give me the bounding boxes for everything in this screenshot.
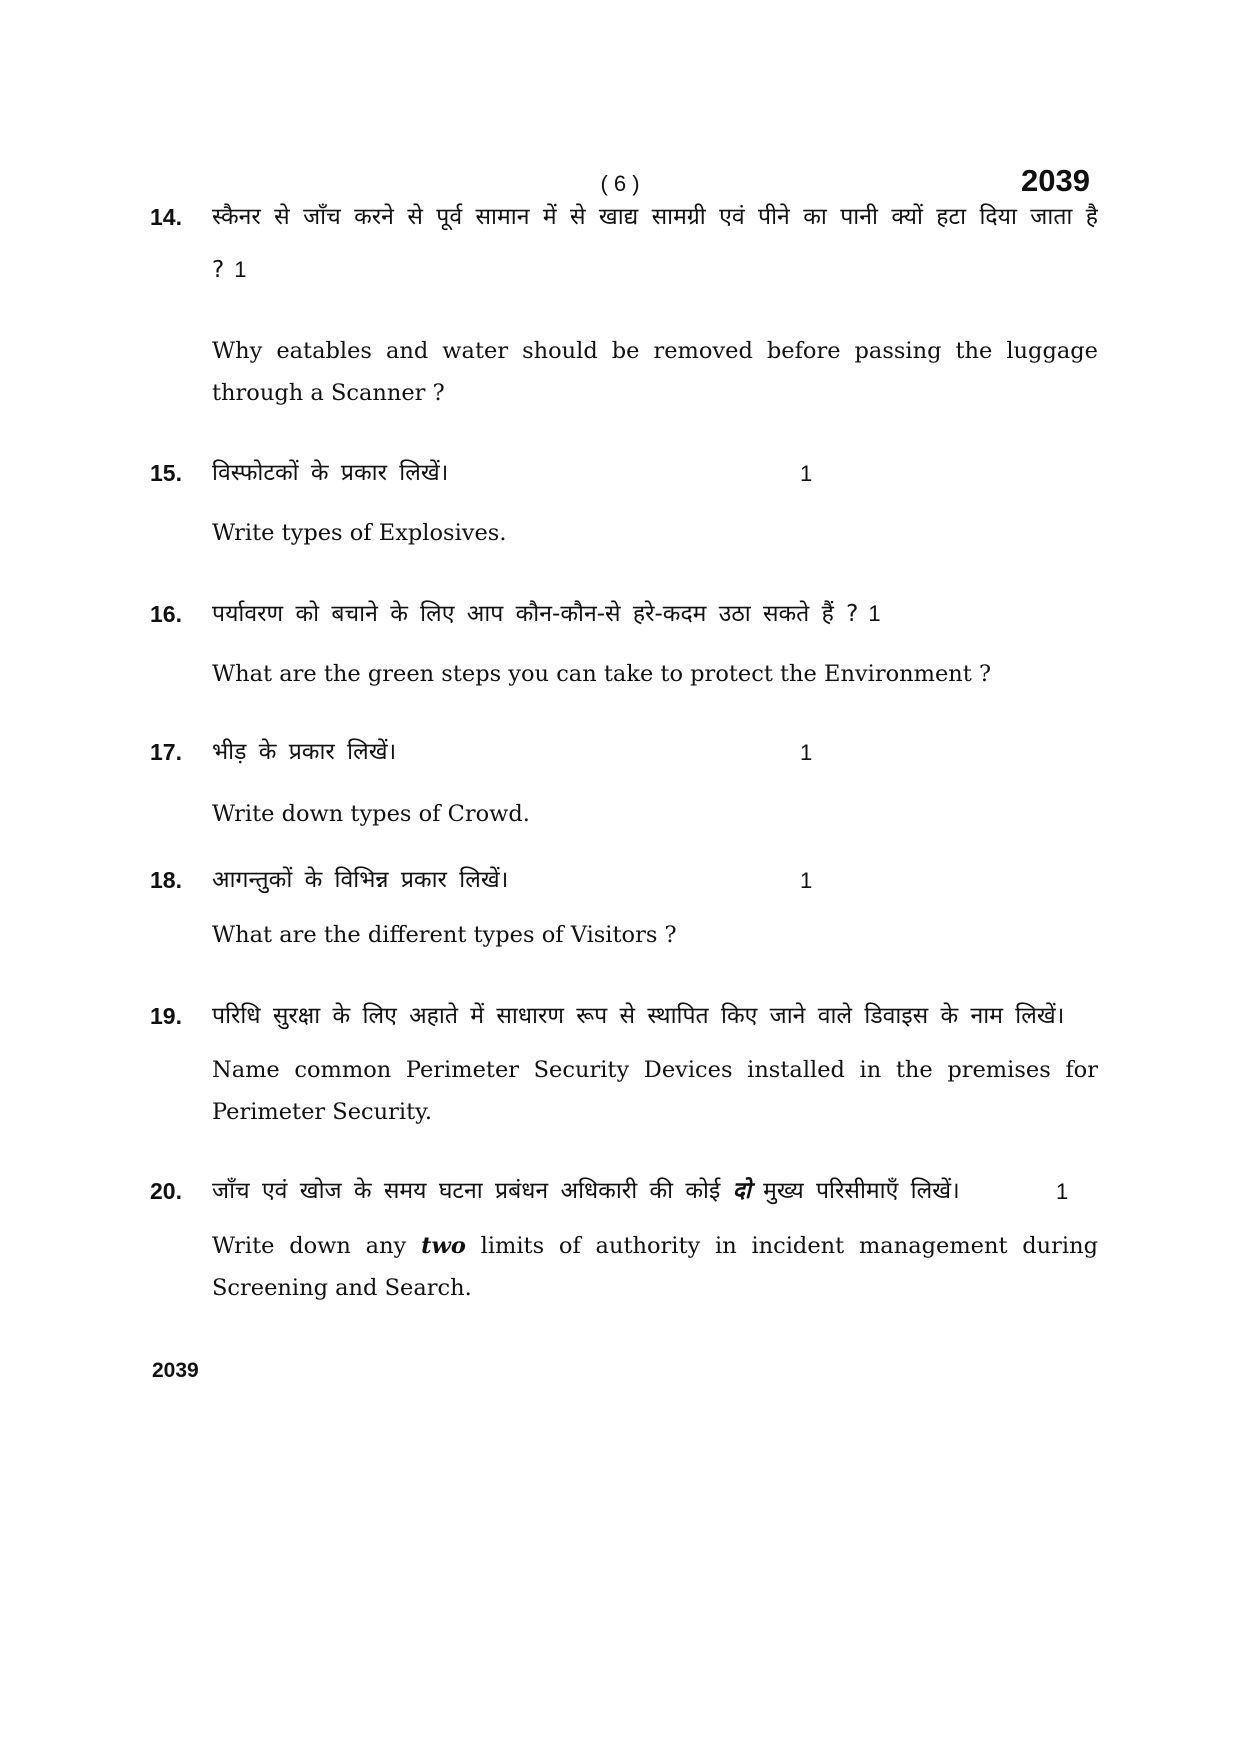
- paper-code-footer: 2039: [152, 1359, 199, 1382]
- question-hindi: [212, 588, 1098, 641]
- question-marks: 1: [800, 461, 813, 486]
- question-hindi-emphasis: दो: [732, 1178, 751, 1204]
- question-english: [212, 1225, 1098, 1309]
- question-hindi-text-before: जाँच एवं खोज के समय घटना प्रबंधन अधिकारी की कोई: [212, 1178, 721, 1204]
- question-english: What are the different types of Visitors ?: [212, 922, 677, 948]
- question-marks: 1: [234, 257, 247, 282]
- question-english: Write down types of Crowd.: [212, 801, 530, 827]
- question-hindi: आगन्तुकों के विभिन्न प्रकार लिखें।: [212, 867, 509, 893]
- question-number: 15.: [150, 460, 182, 486]
- question-hindi: [212, 1165, 1042, 1218]
- question-hindi: विस्फोटकों के प्रकार लिखें।: [212, 460, 449, 486]
- question-hindi-text: पर्यावरण को बचाने के लिए आप कौन-कौन-से हरे-कदम उठा सकते हैं ?: [212, 601, 859, 627]
- question-english: Write types of Explosives.: [212, 520, 507, 546]
- question-hindi-text: स्कैनर से जाँच करने से पूर्व सामान में से खाद्य सामग्री एवं पीने का पानी क्यों हटा दिया जाता है ?: [212, 204, 1098, 283]
- question-english: Name common Perimeter Security Devices installed in the premises for Perimeter Security.: [212, 1057, 1098, 1125]
- question-english-text-after: limits of authority in incident management during Screening and Search.: [212, 1233, 1098, 1301]
- question-number: 19.: [150, 1003, 182, 1029]
- question-number: 17.: [150, 739, 182, 765]
- question-hindi: [212, 191, 1098, 297]
- question-number: 18.: [150, 867, 182, 893]
- question-english-text-before: Write down any: [212, 1233, 407, 1259]
- question-hindi: भीड़ के प्रकार लिखें।: [212, 739, 397, 765]
- question-marks: 1: [800, 868, 813, 893]
- page-number: ( 6 ): [600, 171, 640, 196]
- question-number: 14.: [150, 204, 182, 230]
- question-hindi-text-after: मुख्य परिसीमाएँ लिखें।: [763, 1178, 960, 1204]
- question-hindi: परिधि सुरक्षा के लिए अहाते में साधारण रूप से स्थापित किए जाने वाले डिवाइस के नाम लिखें।: [212, 1003, 1065, 1029]
- question-english-emphasis: two: [421, 1233, 466, 1259]
- question-number: 20.: [150, 1178, 182, 1204]
- question-english: Why eatables and water should be removed before passing the luggage through a Scanner ?: [212, 338, 1098, 406]
- question-marks: 1: [1056, 1179, 1069, 1204]
- question-marks: 1: [800, 740, 813, 765]
- question-marks: 1: [868, 601, 881, 626]
- question-number: 16.: [150, 601, 182, 627]
- paper-code-header: 2039: [1021, 163, 1090, 198]
- question-english: What are the green steps you can take to protect the Environment ?: [212, 661, 992, 687]
